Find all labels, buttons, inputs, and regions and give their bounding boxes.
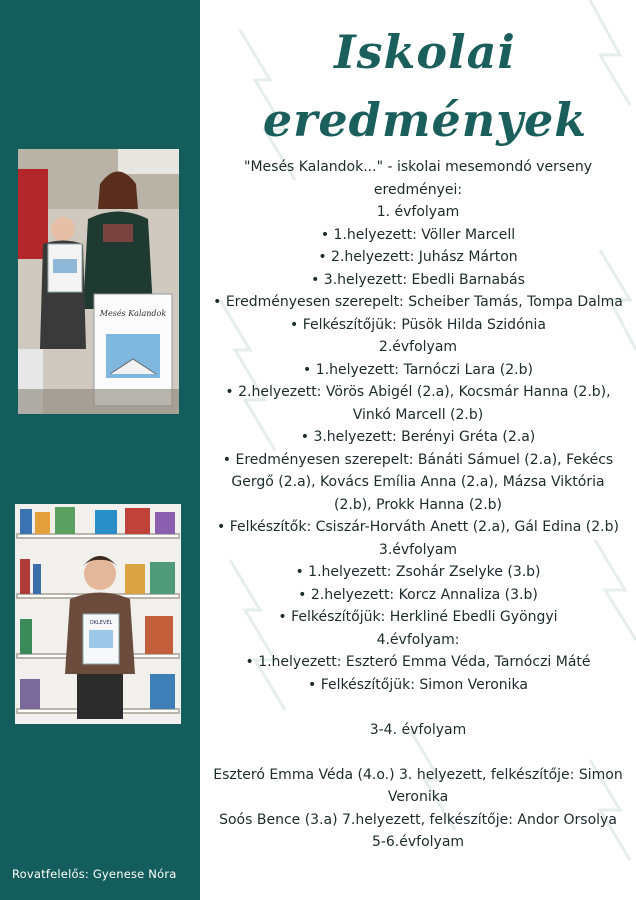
list-item: • Felkészítőjük: Herkliné Ebedli Gyöngyi: [278, 609, 558, 625]
list-item: • 1.helyezett: Zsohár Zselyke (3.b): [295, 564, 541, 580]
photo-boy-with-certificate: [15, 504, 181, 724]
certificate-text: OKLEVÉL: [89, 620, 113, 626]
list-item-continued: Vinkó Marcell (2.b): [352, 406, 484, 423]
blank-line: [200, 696, 636, 719]
list-item: • Felkészítők: Csiszár-Horváth Anett (2.a), Gál Edina (2.b): [217, 519, 619, 535]
list-item: • 3.helyezett: Berényi Gréta (2.a): [300, 429, 536, 445]
list-item: • 1.helyezett: Völler Marcell: [320, 226, 516, 243]
sign-text: Mesés Kalandok: [99, 309, 167, 318]
list-item: • 2.helyezett: Vörös Abigél (2.a), Kocsmár Hanna (2.b),: [225, 384, 611, 400]
text-line: Veronika: [387, 789, 449, 805]
grade-heading: 2.évfolyam: [378, 339, 458, 355]
photo-teacher-and-student: [18, 149, 179, 414]
text-line: eredményei:: [373, 181, 463, 198]
page-title-line-2: eredmények: [262, 93, 588, 147]
text-line: Soós Bence (3.a) 7.helyezett, felkészítője: Andor Orsolya: [219, 811, 617, 828]
sidebar-panel: [0, 0, 200, 900]
grade-heading: 4.évfolyam:: [376, 631, 460, 648]
list-item: • 2.helyezett: Korcz Annaliza (3.b): [298, 586, 538, 603]
list-item: • 1.helyezett: Tarnóczi Lara (2.b): [303, 361, 533, 378]
list-item: • Felkészítőjük: Simon Veronika: [308, 676, 528, 693]
column-editor-credit: Rovatfelelős: Gyenese Nóra: [12, 867, 177, 881]
results-text: [200, 156, 636, 854]
grade-heading: 3.évfolyam: [378, 541, 458, 558]
list-item: • 2.helyezett: Juhász Márton: [318, 249, 518, 265]
page-title-line-1: Iskolai: [334, 25, 516, 79]
text-line: "Mesés Kalandok..." - iskolai mesemondó verseny: [244, 159, 592, 175]
list-item: • 3.helyezett: Ebedli Barnabás: [311, 271, 525, 288]
list-item: • Felkészítőjük: Püsök Hilda Szidónia: [290, 316, 546, 333]
list-item-continued: Gergő (2.a), Kovács Emília Anna (2.a), Mázsa Viktória: [231, 474, 605, 490]
grade-heading: 5-6.évfolyam: [371, 834, 465, 850]
list-item: • Eredményesen szerepelt: Scheiber Tamás, Tompa Dalma: [213, 294, 623, 310]
list-item: • 1.helyezett: Eszteró Emma Véda, Tarnóczi Máté: [245, 654, 591, 670]
grade-heading: 1. évfolyam: [376, 204, 460, 220]
text-line: Eszteró Emma Véda (4.o.) 3. helyezett, felkészítője: Simon: [213, 766, 623, 783]
list-item-continued: (2.b), Prokk Hanna (2.b): [334, 496, 502, 513]
blank-line: [200, 741, 636, 764]
list-item: • Eredményesen szerepelt: Bánáti Sámuel (2.a), Fekécs: [222, 451, 614, 468]
grade-heading: 3-4. évfolyam: [369, 721, 467, 738]
